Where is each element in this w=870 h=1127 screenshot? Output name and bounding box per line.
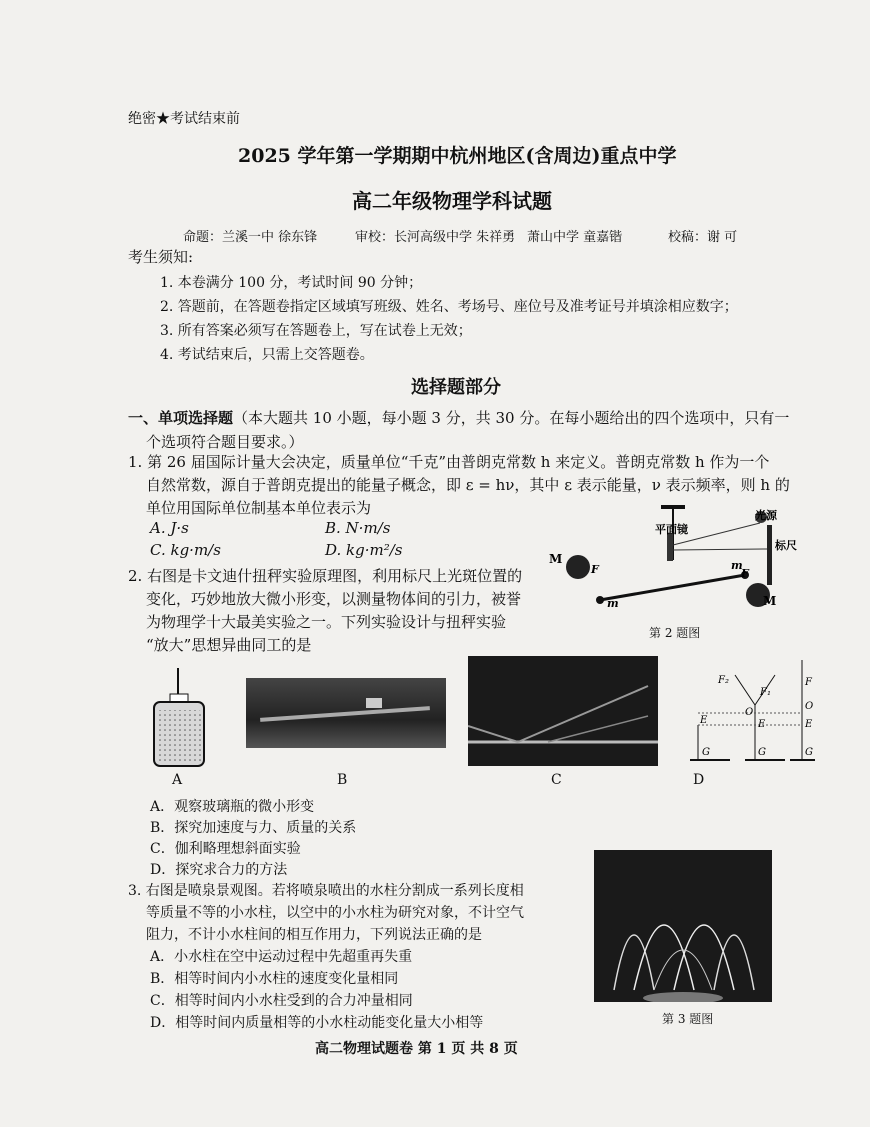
q1-option-b: B. N·m/s	[325, 519, 391, 537]
notice-item: 2. 答题前，在答题卷指定区域填写班级、姓名、考场号、座位号及准考证号并填涂相应数字；	[160, 299, 738, 315]
image-label-b: B	[337, 772, 348, 788]
q1-option-c: C. kg·m/s	[150, 541, 221, 559]
fig-label-mirror: 平面镜	[655, 523, 688, 536]
part1-desc-line1	[128, 407, 789, 428]
q2-fig-caption: 第 2 题图	[649, 626, 701, 640]
d-label: E	[700, 715, 708, 726]
q3-stem-line1: 3. 右图是喷泉景观图。若将喷泉喷出的水柱分割成一系列长度相	[128, 883, 524, 899]
q2-option-d: D．探究求合力的方法	[150, 862, 288, 878]
d-label: E	[758, 719, 766, 730]
d-label: O	[745, 707, 754, 718]
cavendish-diagram	[545, 505, 805, 620]
q3-option-c: C．相等时间内小水柱受到的合力冲量相同	[150, 993, 413, 1009]
secret-label: 绝密★考试结束前	[128, 111, 240, 127]
q2-stem-line3: 为物理学十大最美实验之一。下列实验设计与扭秤实验	[146, 613, 507, 631]
q2-option-a: A．观察玻璃瓶的微小形变	[150, 799, 315, 815]
fig-label-scale: 标尺	[775, 539, 797, 552]
glass-bottle-image	[148, 668, 210, 768]
image-label-d: D	[693, 772, 705, 788]
q3-stem-line3: 阻力，不计小水柱间的相互作用力，下列说法正确的是	[146, 927, 482, 943]
notice-heading: 考生须知:	[128, 248, 194, 266]
d-label: G	[805, 747, 813, 758]
force-composition-diagram	[690, 655, 820, 763]
page-footer: 高二物理试题卷 第 1 页 共 8 页	[315, 1041, 518, 1057]
q2-stem-line4: “放大”思想异曲同工的是	[146, 636, 312, 654]
q3-fig-caption: 第 3 题图	[662, 1012, 714, 1026]
credit-proof: 校稿：谢 可	[668, 230, 738, 245]
q3-option-b: B．相等时间内小水柱的速度变化量相同	[150, 971, 399, 987]
credit-author: 命题：兰溪一中 徐东锋	[183, 230, 318, 245]
d-label: F₁	[760, 687, 771, 698]
part1-desc-line2: 个选项符合题目要求。）	[146, 433, 304, 451]
image-label-a: A	[172, 772, 183, 788]
d-label: O	[805, 701, 814, 712]
fig-label: M	[549, 552, 563, 566]
notice-item: 3. 所有答案必须写在答题卷上，写在试卷上无效；	[160, 323, 472, 339]
d-label: G	[758, 747, 766, 758]
q2-option-c: C．伽利略理想斜面实验	[150, 841, 301, 857]
q3-stem-line2: 等质量不等的小水柱，以空中的小水柱为研究对象，不计空气	[146, 905, 524, 921]
d-label: G	[702, 747, 710, 758]
q2-stem-line1: 2. 右图是卡文迪什扭秤实验原理图，利用标尺上光斑位置的	[128, 567, 523, 585]
credit-reviewer: 审校：长河高级中学 朱祥勇	[355, 230, 516, 245]
part1-desc: （本大题共 10 小题，每小题 3 分，共 30 分。在每小题给出的四个选项中，只有一	[233, 409, 790, 427]
fig-label: m	[607, 597, 619, 610]
notice-item: 1. 本卷满分 100 分，考试时间 90 分钟；	[160, 275, 423, 291]
exam-subtitle: 高二年级物理学科试题	[352, 189, 552, 213]
q3-option-d: D．相等时间内质量相等的小水柱动能变化量大小相等	[150, 1015, 484, 1031]
q3-option-a: A．小水柱在空中运动过程中先超重再失重	[150, 949, 413, 965]
fig-label: F	[741, 567, 749, 580]
q1-option-d: D. kg·m²/s	[325, 541, 403, 559]
d-label: F	[805, 677, 812, 688]
fig-label: m	[731, 559, 743, 572]
fountain-photo	[594, 850, 772, 1002]
section-title: 选择题部分	[411, 377, 501, 398]
q2-option-b: B．探究加速度与力、质量的关系	[150, 820, 357, 836]
image-label-c: C	[551, 772, 562, 788]
exam-title: 2025 学年第一学期期中杭州地区(含周边)重点中学	[238, 145, 677, 167]
d-label: E	[805, 719, 813, 730]
notice-item: 4. 考试结束后，只需上交答题卷。	[160, 347, 374, 363]
q1-stem-line1: 1. 第 26 届国际计量大会决定，质量单位“千克”由普朗克常数 h 来定义。普朗克常数 h 作为一个	[128, 453, 770, 471]
q1-stem-line3: 单位用国际单位制基本单位表示为	[146, 499, 372, 517]
q2-stem-line2: 变化，巧妙地放大微小形变，以测量物体间的引力，被誉	[146, 590, 522, 608]
fig-label: F	[591, 563, 599, 576]
fig-label-source: 光源	[755, 509, 777, 522]
d-label: F₂	[718, 675, 729, 686]
q1-stem-line2: 自然常数，源自于普朗克提出的能量子概念，即 ε = hν，其中 ε 表示能量，ν 表示频率，则 h 的	[146, 476, 790, 494]
part1-heading: 一、单项选择题	[128, 409, 234, 427]
fig-label: M	[763, 594, 777, 608]
incline-track-photo	[246, 678, 446, 748]
q1-option-a: A. J·s	[150, 519, 189, 537]
light-ramp-photo	[468, 656, 658, 766]
credit-reviewer2: 萧山中学 童嘉锴	[527, 230, 623, 245]
